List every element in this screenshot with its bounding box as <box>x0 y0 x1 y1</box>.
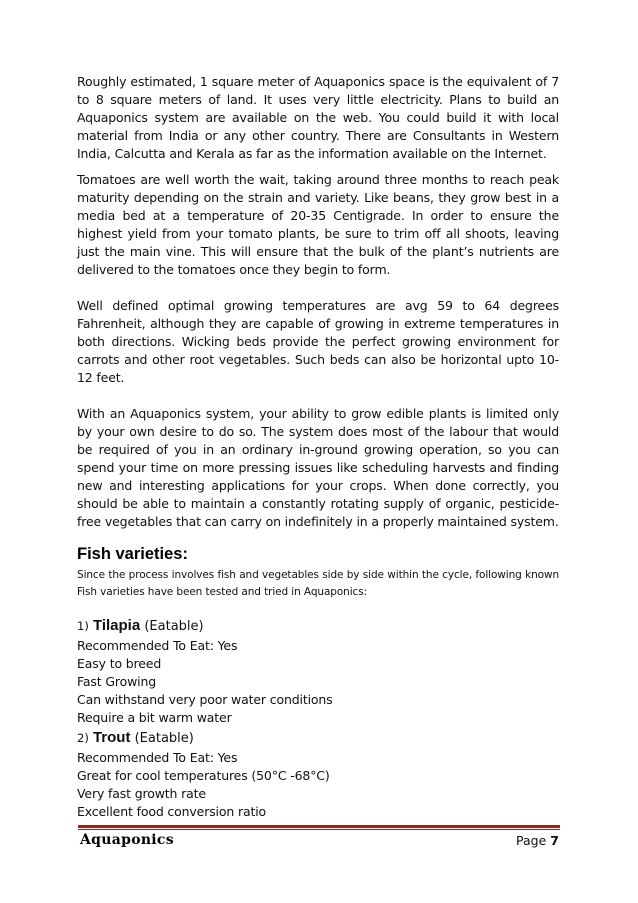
footer-document-title: Aquaponics <box>80 832 174 848</box>
variety-tag: (Eatable) <box>144 619 204 634</box>
variety-line: Recommended To Eat: Yes <box>77 638 238 653</box>
footer-rule <box>78 825 560 828</box>
variety-heading <box>77 615 559 637</box>
variety-trout <box>77 727 559 821</box>
footer-rule-thin <box>78 829 560 830</box>
variety-line: Recommended To Eat: Yes <box>77 750 238 765</box>
variety-number: 2) <box>77 731 89 745</box>
footer-page-number <box>516 833 559 848</box>
variety-heading <box>77 727 559 749</box>
page-content <box>77 73 559 821</box>
variety-line: Great for cool temperatures (50°C -68°C) <box>77 768 330 783</box>
variety-name: Trout <box>92 729 131 746</box>
variety-line: Excellent food conversion ratio <box>77 804 267 819</box>
page-number: 7 <box>550 833 559 848</box>
page-label: Page <box>516 833 547 848</box>
variety-number: 1) <box>77 619 89 633</box>
paragraph-land-efficiency: Roughly estimated, 1 square meter of Aquaponics space is the equivalent of 7 to 8 square meters of land. It uses very little electricity. Plans to build an Aquaponics system are available on the web. You could build it with local material from India or any other country. There are Consultants in Western India, Calcutta and Kerala as far as the information available on the Internet. <box>77 74 559 161</box>
paragraph-tomatoes: Tomatoes are well worth the wait, taking around three months to reach peak maturity depending on the strain and variety. Like beans, they grow best in a media bed at a temperature of 20-35 Centigrade. In order to ensure the highest yield from your tomato plants, be sure to trim off all shoots, leaving just the main vine. This will ensure that the bulk of the plant’s nutrients are delivered to the tomatoes once they begin to form. <box>77 172 559 277</box>
variety-line: Easy to breed <box>77 656 162 671</box>
variety-tilapia <box>77 615 559 727</box>
section-heading-fish-varieties: Fish varieties: <box>77 545 188 563</box>
variety-name: Tilapia <box>92 617 141 634</box>
paragraph-aquaponics-system: With an Aquaponics system, your ability to grow edible plants is limited only by your own desire to do so. The system does most of the labour that would be required of you in an ordinary in-ground growing operation, so you can spend your time on more pressing issues like scheduling harvests and finding new and interesting applications for your crops. When done correctly, you should be able to maintain a constantly rotating supply of organic, pesticide-free vegetables that can carry on indefinitely in a properly maintained system. <box>77 406 559 529</box>
section-intro: Since the process involves fish and vegetables side by side within the cycle, following known Fish varieties have been tested and tried in Aquaponics: <box>77 569 559 598</box>
variety-line: Require a bit warm water <box>77 710 232 725</box>
paragraph-temperatures: Well defined optimal growing temperatures are avg 59 to 64 degrees Fahrenheit, although they are capable of growing in extreme temperatures in both directions. Wicking beds provide the perfect growing environment for carrots and other root vegetables. Such beds can also be horizontal upto 10-12 feet. <box>77 298 559 385</box>
variety-line: Can withstand very poor water conditions <box>77 692 333 707</box>
variety-line: Fast Growing <box>77 674 157 689</box>
variety-line: Very fast growth rate <box>77 786 206 801</box>
variety-tag: (Eatable) <box>134 731 194 746</box>
